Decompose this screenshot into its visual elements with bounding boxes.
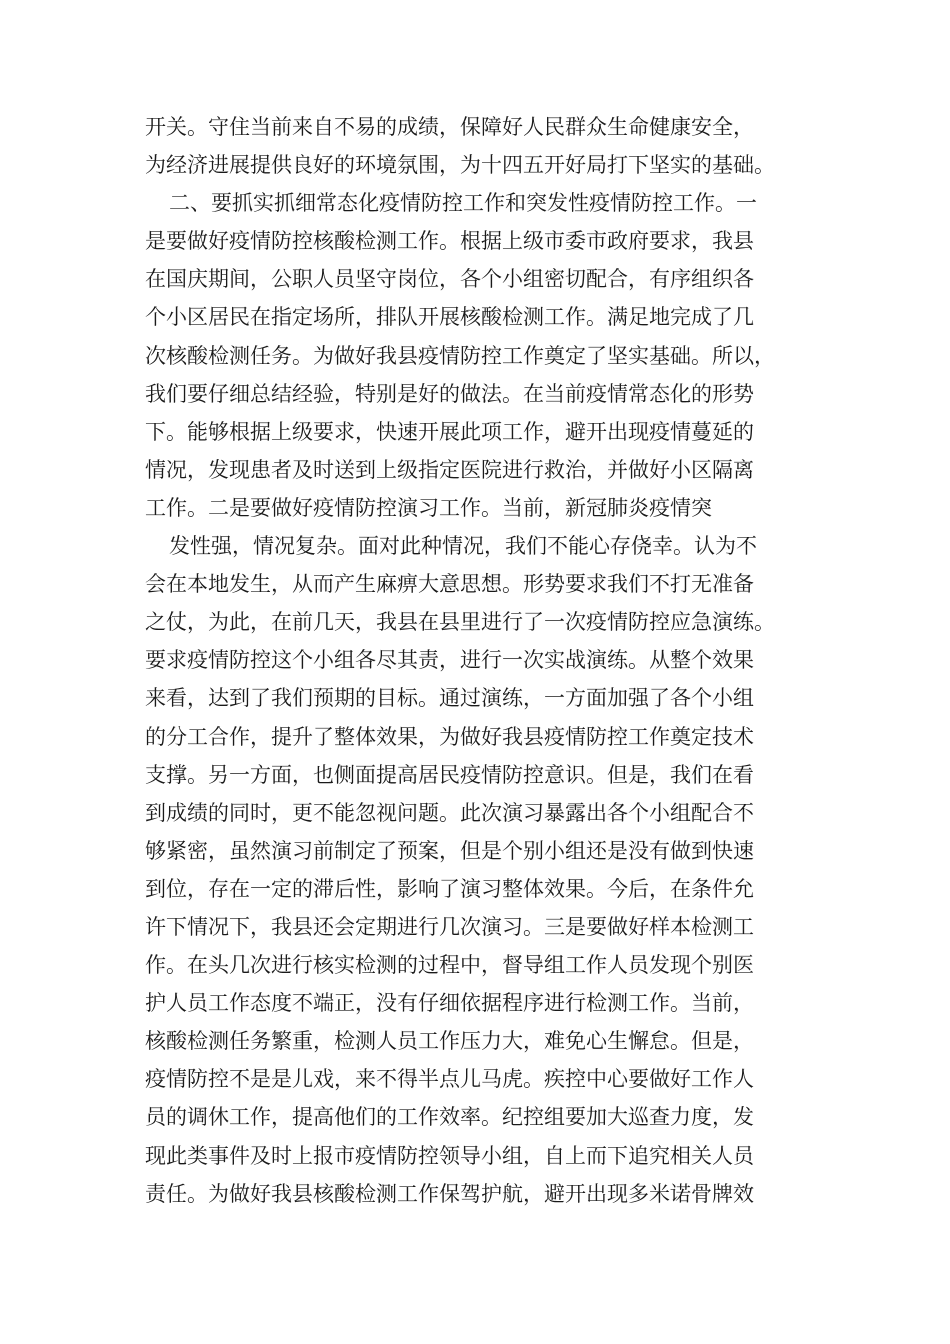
text-line: 个小区居民在指定场所，排队开展核酸检测工作。满足地完成了几 bbox=[145, 305, 754, 330]
text-line: 会在本地发生，从而产生麻痹大意思想。形势要求我们不打无准备 bbox=[145, 572, 754, 597]
text-line: 核酸检测任务繁重，检测人员工作压力大，难免心生懈怠。但是， bbox=[145, 1029, 754, 1054]
text-line: 工作。二是要做好疫情防控演习工作。当前，新冠肺炎疫情突 bbox=[145, 495, 712, 520]
text-line: 作。在头几次进行核实检测的过程中，督导组工作人员发现个别医 bbox=[145, 953, 754, 978]
text-line: 的分工合作，提升了整体效果，为做好我县疫情防控工作奠定技术 bbox=[145, 724, 754, 749]
text-line: 情况，发现患者及时送到上级指定医院进行救治，并做好小区隔离 bbox=[145, 457, 754, 482]
text-line: 在国庆期间，公职人员坚守岗位，各个小组密切配合，有序组织各 bbox=[145, 267, 754, 292]
text-line: 下。能够根据上级要求，快速开展此项工作，避开出现疫情蔓延的 bbox=[145, 419, 754, 444]
text-line: 开关。守住当前来自不易的成绩，保障好人民群众生命健康安全， bbox=[145, 115, 754, 139]
text-line: 现此类事件及时上报市疫情防控领导小组，自上而下追究相关人员 bbox=[145, 1143, 754, 1168]
text-line: 来看，达到了我们预期的目标。通过演练，一方面加强了各个小组 bbox=[145, 686, 754, 711]
text-line: 次核酸检测任务。为做好我县疫情防控工作奠定了坚实基础。所以， bbox=[145, 343, 775, 368]
text-line: 发性强，情况复杂。面对此种情况，我们不能心存侥幸。认为不 bbox=[169, 534, 757, 559]
text-line: 是要做好疫情防控核酸检测工作。根据上级市委市政府要求，我县 bbox=[145, 229, 754, 254]
text-line: 疫情防控不是是儿戏，来不得半点儿马虎。疾控中心要做好工作人 bbox=[145, 1067, 754, 1092]
text-line: 为经济进展提供良好的环境氛围，为十四五开好局打下坚实的基础。 bbox=[145, 153, 775, 178]
text-line: 到位，存在一定的滞后性，影响了演习整体效果。今后，在条件允 bbox=[145, 876, 754, 901]
text-line: 我们要仔细总结经验，特别是好的做法。在当前疫情常态化的形势 bbox=[145, 381, 754, 406]
text-line: 员的调休工作，提高他们的工作效率。纪控组要加大巡查力度，发 bbox=[145, 1105, 754, 1130]
text-line: 许下情况下，我县还会定期进行几次演习。三是要做好样本检测工 bbox=[145, 914, 754, 939]
text-line: 二、要抓实抓细常态化疫情防控工作和突发性疫情防控工作。一 bbox=[169, 191, 757, 216]
text-line: 支撑。另一方面，也侧面提高居民疫情防控意识。但是，我们在看 bbox=[145, 762, 754, 787]
text-line: 护人员工作态度不端正，没有仔细依据程序进行检测工作。当前， bbox=[145, 991, 754, 1016]
text-line: 责任。为做好我县核酸检测工作保驾护航，避开出现多米诺骨牌效 bbox=[145, 1181, 754, 1206]
text-line: 要求疫情防控这个小组各尽其责，进行一次实战演练。从整个效果 bbox=[145, 648, 754, 673]
body-text bbox=[145, 108, 825, 1213]
text-line: 够紧密，虽然演习前制定了预案，但是个别小组还是没有做到快速 bbox=[145, 838, 754, 863]
text-line: 到成绩的同时，更不能忽视问题。此次演习暴露出各个小组配合不 bbox=[145, 800, 754, 825]
text-line: 之仗，为此，在前几天，我县在县里进行了一次疫情防控应急演练。 bbox=[145, 610, 775, 635]
